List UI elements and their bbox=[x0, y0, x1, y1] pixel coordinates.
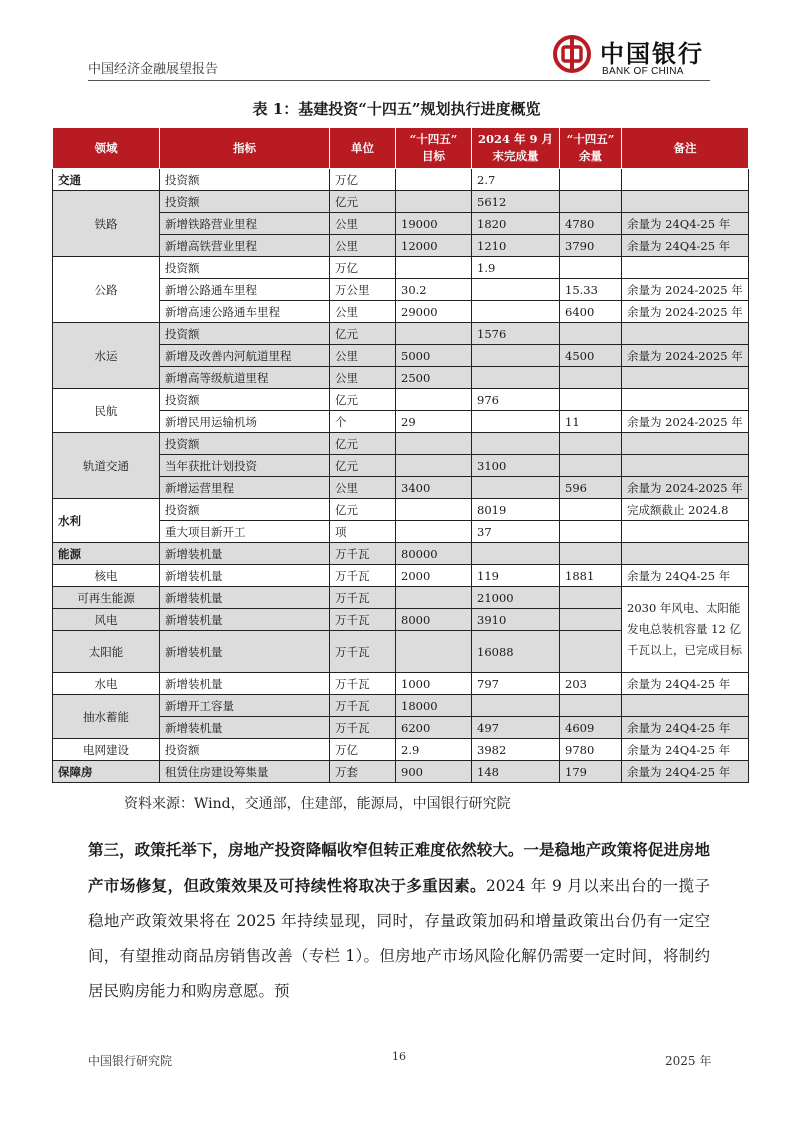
remaining-cell bbox=[560, 433, 622, 455]
completed-cell: 1210 bbox=[472, 235, 560, 257]
indicator-cell: 新增运营里程 bbox=[160, 477, 330, 499]
indicator-cell: 投资额 bbox=[160, 389, 330, 411]
note-cell: 余量为 24Q4-25 年 bbox=[622, 213, 749, 235]
remaining-cell bbox=[560, 695, 622, 717]
column-header-unit: 单位 bbox=[330, 128, 396, 169]
remaining-cell bbox=[560, 323, 622, 345]
note-cell: 余量为 2024-2025 年 bbox=[622, 411, 749, 433]
domain-cell: 水运 bbox=[53, 323, 160, 389]
indicator-cell: 新增公路通车里程 bbox=[160, 279, 330, 301]
remaining-cell bbox=[560, 631, 622, 673]
target-cell: 1000 bbox=[396, 673, 472, 695]
domain-cell: 保障房 bbox=[53, 761, 160, 783]
domain-cell: 风电 bbox=[53, 609, 160, 631]
remaining-cell bbox=[560, 191, 622, 213]
remaining-cell: 11 bbox=[560, 411, 622, 433]
unit-cell: 亿元 bbox=[330, 499, 396, 521]
unit-cell: 个 bbox=[330, 411, 396, 433]
unit-cell: 万千瓦 bbox=[330, 587, 396, 609]
target-cell bbox=[396, 433, 472, 455]
completed-cell: 1576 bbox=[472, 323, 560, 345]
table-row bbox=[53, 433, 749, 455]
logo-chinese-name: 中国银行 bbox=[600, 39, 704, 68]
remaining-cell: 4780 bbox=[560, 213, 622, 235]
target-cell bbox=[396, 455, 472, 477]
target-cell bbox=[396, 169, 472, 191]
indicator-cell: 重大项目新开工 bbox=[160, 521, 330, 543]
domain-cell: 核电 bbox=[53, 565, 160, 587]
target-cell: 6200 bbox=[396, 717, 472, 739]
unit-cell: 亿元 bbox=[330, 323, 396, 345]
remaining-cell bbox=[560, 169, 622, 191]
paragraph-text: 2024 年 9 月以来出台的一揽子稳地产政策效果将在 2025 年持续显现，同时，存量政策加码和增量政策出台仍有一定空间，有望推动商品房销售改善（专栏 1）。但房地产市场风险化解仍需要一定时间，将制约居民购房能力和购房意愿。预 bbox=[88, 877, 710, 1000]
remaining-cell: 4609 bbox=[560, 717, 622, 739]
unit-cell: 亿元 bbox=[330, 433, 396, 455]
paragraph-lead: 第三，政策托举下，房地产投资降幅收窄但转正难度依然较大。一是稳地产政策将促进房地产市场修复，但政策效果及可持续性将取决于多重因素。 bbox=[88, 840, 710, 895]
target-cell: 5000 bbox=[396, 345, 472, 367]
remaining-cell bbox=[560, 367, 622, 389]
remaining-cell bbox=[560, 257, 622, 279]
remaining-cell: 4500 bbox=[560, 345, 622, 367]
table-row bbox=[53, 587, 749, 609]
note-cell: 余量为 24Q4-25 年 bbox=[622, 673, 749, 695]
note-cell: 余量为 24Q4-25 年 bbox=[622, 739, 749, 761]
note-cell bbox=[622, 521, 749, 543]
remaining-cell bbox=[560, 609, 622, 631]
target-cell: 8000 bbox=[396, 609, 472, 631]
target-cell: 3400 bbox=[396, 477, 472, 499]
footer-institution: 中国银行研究院 bbox=[88, 1054, 173, 1068]
note-cell bbox=[622, 323, 749, 345]
indicator-cell: 投资额 bbox=[160, 323, 330, 345]
completed-cell: 119 bbox=[472, 565, 560, 587]
indicator-cell: 新增高等级航道里程 bbox=[160, 367, 330, 389]
completed-cell bbox=[472, 433, 560, 455]
target-cell bbox=[396, 631, 472, 673]
indicator-cell: 新增高铁营业里程 bbox=[160, 235, 330, 257]
target-cell: 29000 bbox=[396, 301, 472, 323]
note-cell: 完成额截止 2024.8 bbox=[622, 499, 749, 521]
table-header-row bbox=[53, 128, 749, 169]
note-cell: 余量为 24Q4-25 年 bbox=[622, 761, 749, 783]
column-header-completed: 2024 年 9 月 末完成量 bbox=[472, 128, 560, 169]
note-cell bbox=[622, 695, 749, 717]
bank-logo bbox=[552, 34, 708, 82]
indicator-cell: 投资额 bbox=[160, 191, 330, 213]
remaining-cell: 596 bbox=[560, 477, 622, 499]
unit-cell: 万亿 bbox=[330, 739, 396, 761]
indicator-cell: 租赁住房建设筹集量 bbox=[160, 761, 330, 783]
completed-cell: 3100 bbox=[472, 455, 560, 477]
domain-cell: 铁路 bbox=[53, 191, 160, 257]
unit-cell: 公里 bbox=[330, 301, 396, 323]
unit-cell: 万套 bbox=[330, 761, 396, 783]
column-header-remaining: “十四五” 余量 bbox=[560, 128, 622, 169]
page-number: 16 bbox=[392, 1050, 406, 1063]
table-row bbox=[53, 499, 749, 521]
indicator-cell: 投资额 bbox=[160, 433, 330, 455]
completed-cell bbox=[472, 301, 560, 323]
target-cell bbox=[396, 257, 472, 279]
bank-of-china-logo-icon bbox=[552, 34, 592, 74]
completed-cell bbox=[472, 367, 560, 389]
completed-cell: 8019 bbox=[472, 499, 560, 521]
target-cell: 18000 bbox=[396, 695, 472, 717]
unit-cell: 万千瓦 bbox=[330, 565, 396, 587]
table-row bbox=[53, 739, 749, 761]
unit-cell: 项 bbox=[330, 521, 396, 543]
target-cell: 80000 bbox=[396, 543, 472, 565]
note-cell bbox=[622, 191, 749, 213]
body-paragraph bbox=[88, 832, 710, 1009]
domain-cell: 水电 bbox=[53, 673, 160, 695]
domain-cell: 电网建设 bbox=[53, 739, 160, 761]
completed-cell: 2.7 bbox=[472, 169, 560, 191]
remaining-cell bbox=[560, 499, 622, 521]
indicator-cell: 新增装机量 bbox=[160, 673, 330, 695]
completed-cell bbox=[472, 477, 560, 499]
table-row bbox=[53, 761, 749, 783]
completed-cell bbox=[472, 345, 560, 367]
completed-cell: 1.9 bbox=[472, 257, 560, 279]
completed-cell: 1820 bbox=[472, 213, 560, 235]
note-cell bbox=[622, 455, 749, 477]
target-cell: 19000 bbox=[396, 213, 472, 235]
table-row bbox=[53, 323, 749, 345]
column-header-domain: 领域 bbox=[53, 128, 160, 169]
completed-cell: 5612 bbox=[472, 191, 560, 213]
indicator-cell: 新增装机量 bbox=[160, 717, 330, 739]
header-divider bbox=[88, 80, 710, 81]
remaining-cell bbox=[560, 587, 622, 609]
unit-cell: 万亿 bbox=[330, 257, 396, 279]
target-cell bbox=[396, 191, 472, 213]
remaining-cell: 179 bbox=[560, 761, 622, 783]
remaining-cell: 15.33 bbox=[560, 279, 622, 301]
target-cell: 2.9 bbox=[396, 739, 472, 761]
indicator-cell: 新增民用运输机场 bbox=[160, 411, 330, 433]
note-cell: 2030 年风电、太阳能发电总装机容量 12 亿千瓦以上，已完成目标 bbox=[622, 587, 749, 673]
remaining-cell bbox=[560, 543, 622, 565]
unit-cell: 万千瓦 bbox=[330, 631, 396, 673]
completed-cell: 37 bbox=[472, 521, 560, 543]
unit-cell: 万公里 bbox=[330, 279, 396, 301]
remaining-cell: 1881 bbox=[560, 565, 622, 587]
indicator-cell: 新增装机量 bbox=[160, 587, 330, 609]
remaining-cell: 9780 bbox=[560, 739, 622, 761]
note-cell bbox=[622, 433, 749, 455]
domain-cell: 公路 bbox=[53, 257, 160, 323]
note-cell bbox=[622, 389, 749, 411]
completed-cell: 21000 bbox=[472, 587, 560, 609]
unit-cell: 公里 bbox=[330, 345, 396, 367]
table-row bbox=[53, 565, 749, 587]
remaining-cell bbox=[560, 521, 622, 543]
note-cell: 余量为 24Q4-25 年 bbox=[622, 717, 749, 739]
note-cell: 余量为 2024-2025 年 bbox=[622, 279, 749, 301]
completed-cell bbox=[472, 411, 560, 433]
indicator-cell: 新增装机量 bbox=[160, 543, 330, 565]
table-row bbox=[53, 257, 749, 279]
table-title: 表 1：基建投资“十四五”规划执行进度概览 bbox=[252, 100, 541, 118]
remaining-cell: 203 bbox=[560, 673, 622, 695]
completed-cell: 16088 bbox=[472, 631, 560, 673]
indicator-cell: 新增装机量 bbox=[160, 565, 330, 587]
data-source-note: 资料来源：Wind，交通部，住建部，能源局，中国银行研究院 bbox=[124, 796, 511, 812]
target-cell bbox=[396, 389, 472, 411]
domain-cell: 交通 bbox=[53, 169, 160, 191]
logo-english-name: BANK OF CHINA bbox=[602, 66, 684, 77]
table-row bbox=[53, 695, 749, 717]
note-cell: 余量为 2024-2025 年 bbox=[622, 301, 749, 323]
page-header bbox=[88, 30, 708, 82]
unit-cell: 亿元 bbox=[330, 455, 396, 477]
indicator-cell: 投资额 bbox=[160, 257, 330, 279]
domain-cell: 水利 bbox=[53, 499, 160, 543]
table-row bbox=[53, 191, 749, 213]
completed-cell: 3910 bbox=[472, 609, 560, 631]
note-cell: 余量为 2024-2025 年 bbox=[622, 345, 749, 367]
completed-cell: 976 bbox=[472, 389, 560, 411]
indicator-cell: 新增装机量 bbox=[160, 631, 330, 673]
unit-cell: 万千瓦 bbox=[330, 609, 396, 631]
table-row bbox=[53, 389, 749, 411]
indicator-cell: 新增装机量 bbox=[160, 609, 330, 631]
note-cell bbox=[622, 543, 749, 565]
completed-cell: 148 bbox=[472, 761, 560, 783]
indicator-cell: 新增及改善内河航道里程 bbox=[160, 345, 330, 367]
domain-cell: 可再生能源 bbox=[53, 587, 160, 609]
target-cell bbox=[396, 587, 472, 609]
unit-cell: 万千瓦 bbox=[330, 717, 396, 739]
target-cell: 900 bbox=[396, 761, 472, 783]
completed-cell bbox=[472, 695, 560, 717]
domain-cell: 民航 bbox=[53, 389, 160, 433]
note-cell bbox=[622, 367, 749, 389]
table-row bbox=[53, 673, 749, 695]
unit-cell: 万千瓦 bbox=[330, 695, 396, 717]
note-cell: 余量为 2024-2025 年 bbox=[622, 477, 749, 499]
column-header-target: “十四五” 目标 bbox=[396, 128, 472, 169]
completed-cell: 797 bbox=[472, 673, 560, 695]
target-cell bbox=[396, 521, 472, 543]
domain-cell: 能源 bbox=[53, 543, 160, 565]
domain-cell: 抽水蓄能 bbox=[53, 695, 160, 739]
note-cell bbox=[622, 257, 749, 279]
infrastructure-progress-table bbox=[52, 127, 749, 783]
domain-cell: 轨道交通 bbox=[53, 433, 160, 499]
unit-cell: 公里 bbox=[330, 367, 396, 389]
target-cell: 29 bbox=[396, 411, 472, 433]
completed-cell bbox=[472, 543, 560, 565]
completed-cell: 497 bbox=[472, 717, 560, 739]
column-header-note: 备注 bbox=[622, 128, 749, 169]
indicator-cell: 投资额 bbox=[160, 499, 330, 521]
domain-cell: 太阳能 bbox=[53, 631, 160, 673]
note-cell: 余量为 24Q4-25 年 bbox=[622, 565, 749, 587]
unit-cell: 公里 bbox=[330, 477, 396, 499]
remaining-cell bbox=[560, 389, 622, 411]
target-cell bbox=[396, 323, 472, 345]
target-cell: 12000 bbox=[396, 235, 472, 257]
target-cell: 2500 bbox=[396, 367, 472, 389]
note-cell: 余量为 24Q4-25 年 bbox=[622, 235, 749, 257]
indicator-cell: 投资额 bbox=[160, 739, 330, 761]
unit-cell: 亿元 bbox=[330, 191, 396, 213]
note-cell bbox=[622, 169, 749, 191]
target-cell bbox=[396, 499, 472, 521]
remaining-cell: 6400 bbox=[560, 301, 622, 323]
table-row bbox=[53, 543, 749, 565]
indicator-cell: 投资额 bbox=[160, 169, 330, 191]
completed-cell: 3982 bbox=[472, 739, 560, 761]
completed-cell bbox=[472, 279, 560, 301]
unit-cell: 万千瓦 bbox=[330, 543, 396, 565]
remaining-cell: 3790 bbox=[560, 235, 622, 257]
column-header-indicator: 指标 bbox=[160, 128, 330, 169]
indicator-cell: 新增高速公路通车里程 bbox=[160, 301, 330, 323]
footer-year: 2025 年 bbox=[665, 1054, 712, 1068]
table-row bbox=[53, 169, 749, 191]
unit-cell: 公里 bbox=[330, 213, 396, 235]
unit-cell: 万千瓦 bbox=[330, 673, 396, 695]
target-cell: 2000 bbox=[396, 565, 472, 587]
unit-cell: 公里 bbox=[330, 235, 396, 257]
remaining-cell bbox=[560, 455, 622, 477]
unit-cell: 万亿 bbox=[330, 169, 396, 191]
indicator-cell: 当年获批计划投资 bbox=[160, 455, 330, 477]
indicator-cell: 新增铁路营业里程 bbox=[160, 213, 330, 235]
report-title: 中国经济金融展望报告 bbox=[88, 62, 219, 77]
target-cell: 30.2 bbox=[396, 279, 472, 301]
indicator-cell: 新增开工容量 bbox=[160, 695, 330, 717]
unit-cell: 亿元 bbox=[330, 389, 396, 411]
